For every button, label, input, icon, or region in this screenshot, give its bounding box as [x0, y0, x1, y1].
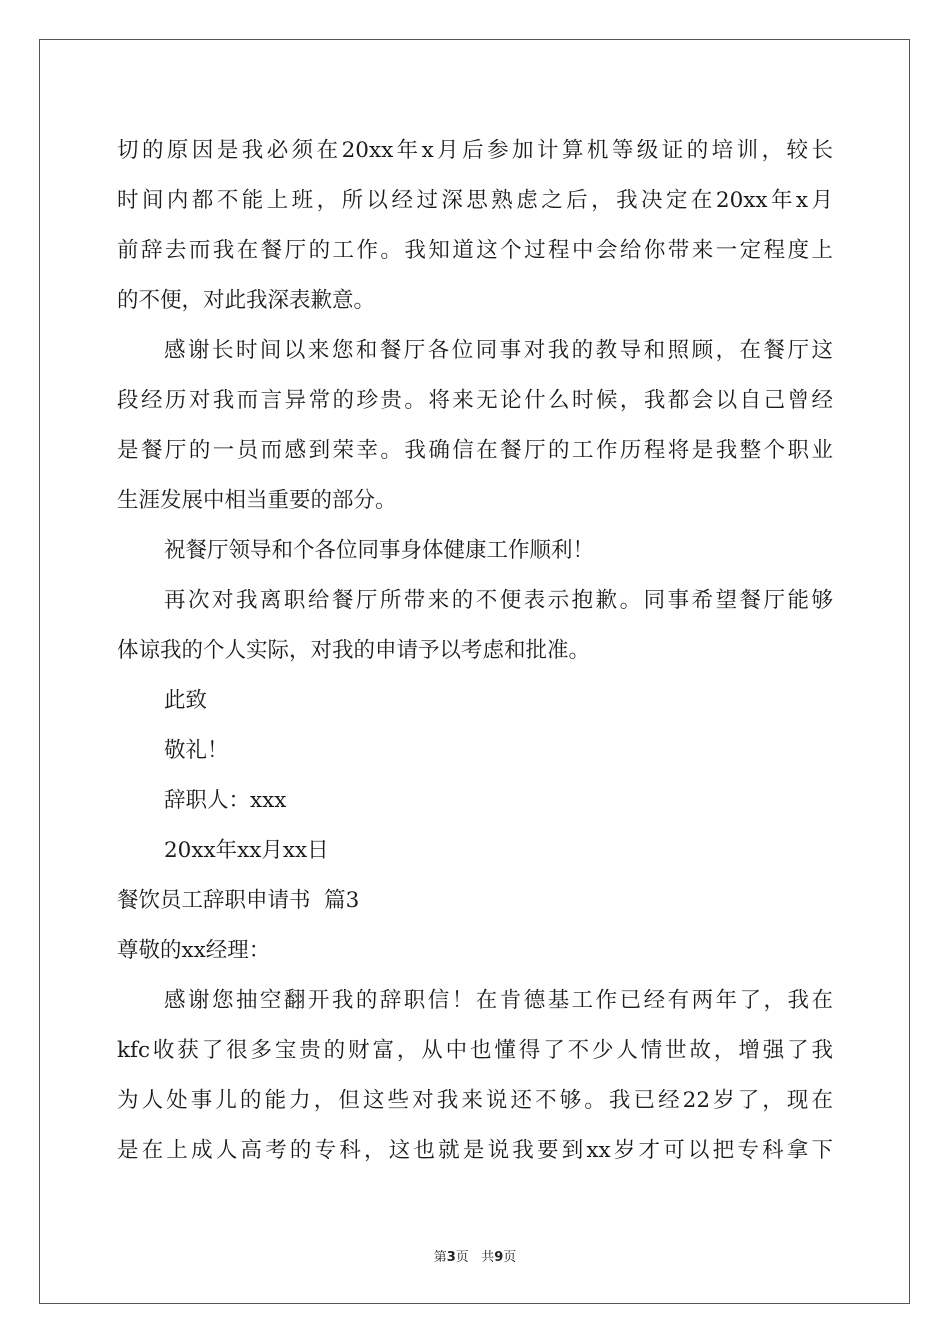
footer-prefix: 第: [433, 1250, 447, 1265]
letter-greeting: 尊敬的xx经理：: [117, 938, 271, 963]
text-line: 体谅我的个人实际，对我的申请予以考虑和批准。: [117, 638, 591, 663]
footer-middle: 页 共: [455, 1250, 495, 1265]
text-line: 是餐厅的一员而感到荣幸。我确信在餐厅的工作历程将是我整个职业: [117, 438, 833, 463]
current-page-number: 3: [446, 1250, 456, 1265]
closing-salutation: 此致: [164, 688, 208, 713]
paragraph-start: 感谢您抽空翻开我的辞职信！在肯德基工作已经有两年了，我在: [164, 988, 833, 1013]
paragraph-start: 祝餐厅领导和个各位同事身体健康工作顺利！: [164, 538, 595, 563]
date-line: 20xx年xx月xx日: [164, 838, 329, 863]
closing-regards: 敬礼！: [164, 738, 229, 763]
text-line: 前辞去而我在餐厅的工作。我知道这个过程中会给你带来一定程度上: [117, 238, 833, 263]
document-body: [117, 126, 833, 1176]
text-line: 为人处事儿的能力，但这些对我来说还不够。我已经22岁了，现在: [117, 1088, 833, 1113]
paragraph-start: 再次对我离职给餐厅所带来的不便表示抱歉。同事希望餐厅能够: [164, 588, 833, 613]
page-footer: [0, 1246, 950, 1265]
text-line: 是在上成人高考的专科，这也就是说我要到xx岁才可以把专科拿下: [117, 1138, 833, 1163]
footer-suffix: 页: [503, 1250, 517, 1265]
paragraph-start: 感谢长时间以来您和餐厅各位同事对我的教导和照顾，在餐厅这: [164, 338, 833, 363]
text-line: 段经历对我而言异常的珍贵。将来无论什么时候，我都会以自己曾经: [117, 388, 833, 413]
text-line: 的不便，对此我深表歉意。: [117, 288, 376, 313]
text-line: 时间内都不能上班，所以经过深思熟虑之后，我决定在20xx年x月: [117, 188, 833, 213]
text-line: kfc收获了很多宝贵的财富，从中也懂得了不少人情世故，增强了我: [117, 1038, 833, 1063]
text-line: 切的原因是我必须在20xx年x月后参加计算机等级证的培训，较长: [117, 138, 833, 163]
total-page-number: 9: [494, 1250, 504, 1265]
section-heading: 餐饮员工辞职申请书 篇3: [117, 888, 360, 913]
signature-line: 辞职人：xxx: [164, 788, 287, 813]
text-line: 生涯发展中相当重要的部分。: [117, 488, 397, 513]
